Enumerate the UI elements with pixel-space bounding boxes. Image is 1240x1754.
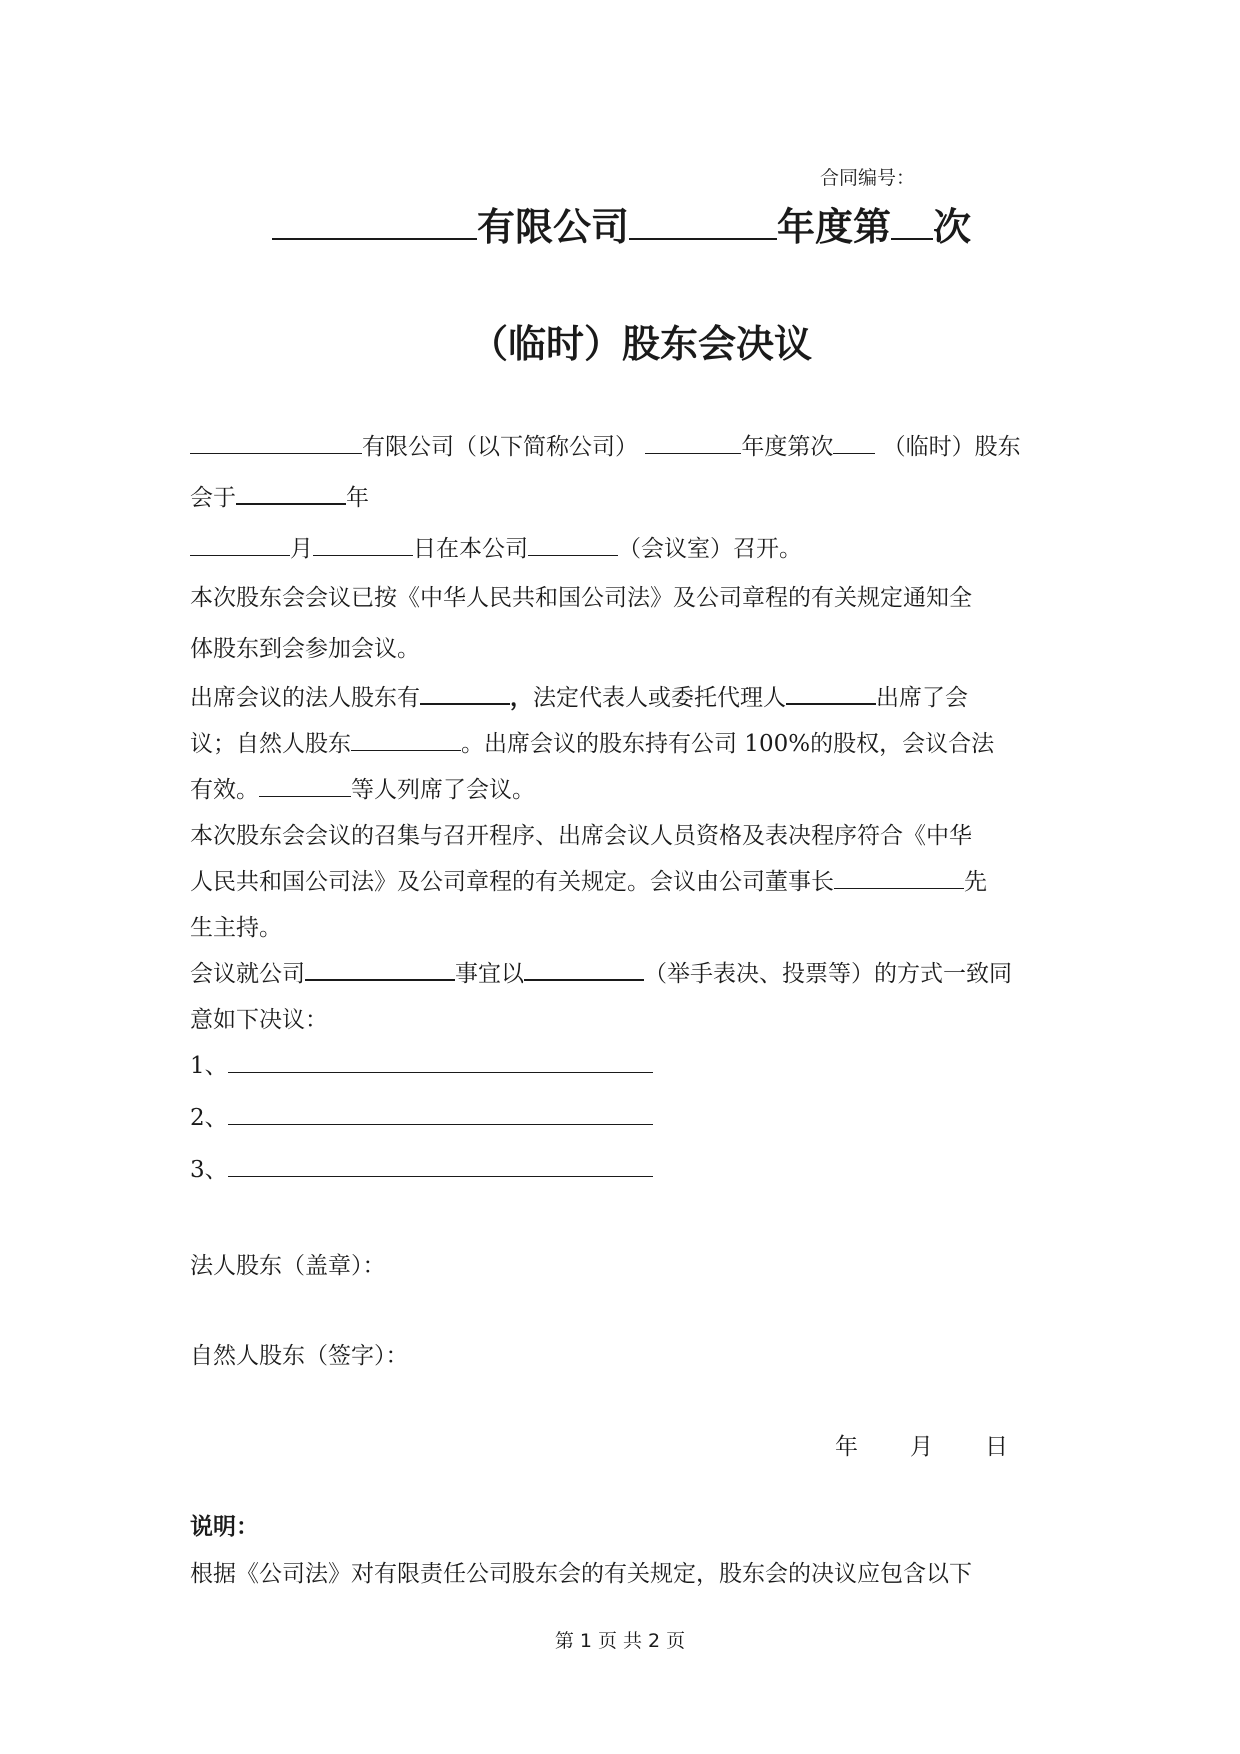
resolution-item-blank[interactable] [228,1052,653,1073]
meeting-day-blank[interactable] [313,535,413,556]
voting-method-blank[interactable] [524,959,644,981]
natural-shareholder-signature-label: 自然人股东（签字）： [190,1343,409,1369]
date-year-label: 年 [835,1434,858,1460]
paragraph-procedure-line1: 本次股东会会议的召集与召开程序、出席会议人员资格及表决程序符合《中华 [190,823,972,849]
resolution-item: 2、 [190,1099,653,1132]
chairman-blank[interactable] [834,868,964,889]
year-blank[interactable] [629,208,777,240]
resolution-item-blank[interactable] [228,1156,653,1177]
document-title-line2: （临时）股东会决议 [470,322,813,366]
paragraph-meeting-line3: 月 日在本公司 （会议室）召开。 [190,530,802,563]
meeting-year-blank[interactable] [236,483,346,505]
company-blank[interactable] [190,433,362,454]
paragraph-notice-line1: 本次股东会会议已按《中华人民共和国公司法》及公司章程的有关规定通知全 [190,585,972,611]
paragraph-attendance-line3: 有效。 等人列席了会议。 [190,777,535,803]
paragraph-procedure-line2: 人民共和国公司法》及公司章程的有关规定。会议由公司董事长 先 [190,869,987,895]
paragraph-attendance-line1: 出席会议的法人股东有 ，法定代表人或委托代理人 出席了会 [190,685,968,711]
date-month-label: 月 [910,1434,933,1460]
legal-shareholder-seal-label: 法人股东（盖章）： [190,1253,386,1279]
session-blank[interactable] [833,433,875,454]
note-title: 说明： [190,1514,259,1540]
attendee-blank[interactable] [259,776,351,797]
paragraph-resolution-line1: 会议就公司 事宜以 （举手表决、投票等）的方式一致同 [190,961,1012,987]
resolution-item-blank[interactable] [228,1104,653,1125]
resolution-item: 3、 [190,1151,653,1184]
legal-shareholder-blank[interactable] [420,683,510,705]
natural-shareholder-blank[interactable] [351,730,461,751]
company-name-blank[interactable] [272,208,477,240]
paragraph-procedure-line3: 生主持。 [190,915,282,941]
paragraph-meeting-line2: 会于 年 [190,485,369,511]
paragraph-attendance-line2: 议；自然人股东 。出席会议的股东持有公司 100%的股权，会议合法 [190,731,995,757]
matter-blank[interactable] [305,959,455,981]
paragraph-meeting-line1: 有限公司（以下简称公司） 年度第次 （临时）股东 [190,428,1021,461]
session-blank[interactable] [891,208,933,240]
meeting-month-blank[interactable] [190,535,290,556]
paragraph-notice-line2: 体股东到会参加会议。 [190,636,420,662]
page-number: 第 1 页 共 2 页 [554,1630,686,1652]
year-blank[interactable] [645,433,741,454]
paragraph-resolution-line2: 意如下决议： [190,1007,328,1033]
resolution-item: 1、 [190,1047,653,1080]
meeting-room-blank[interactable] [528,535,618,556]
note-text: 根据《公司法》对有限责任公司股东会的有关规定，股东会的决议应包含以下 [190,1561,972,1587]
document-title-line1: 有限公司 年度第 次 [272,196,971,251]
date-day-label: 日 [985,1434,1008,1460]
contract-number-label: 合同编号： [820,167,916,189]
representative-blank[interactable] [786,683,876,705]
